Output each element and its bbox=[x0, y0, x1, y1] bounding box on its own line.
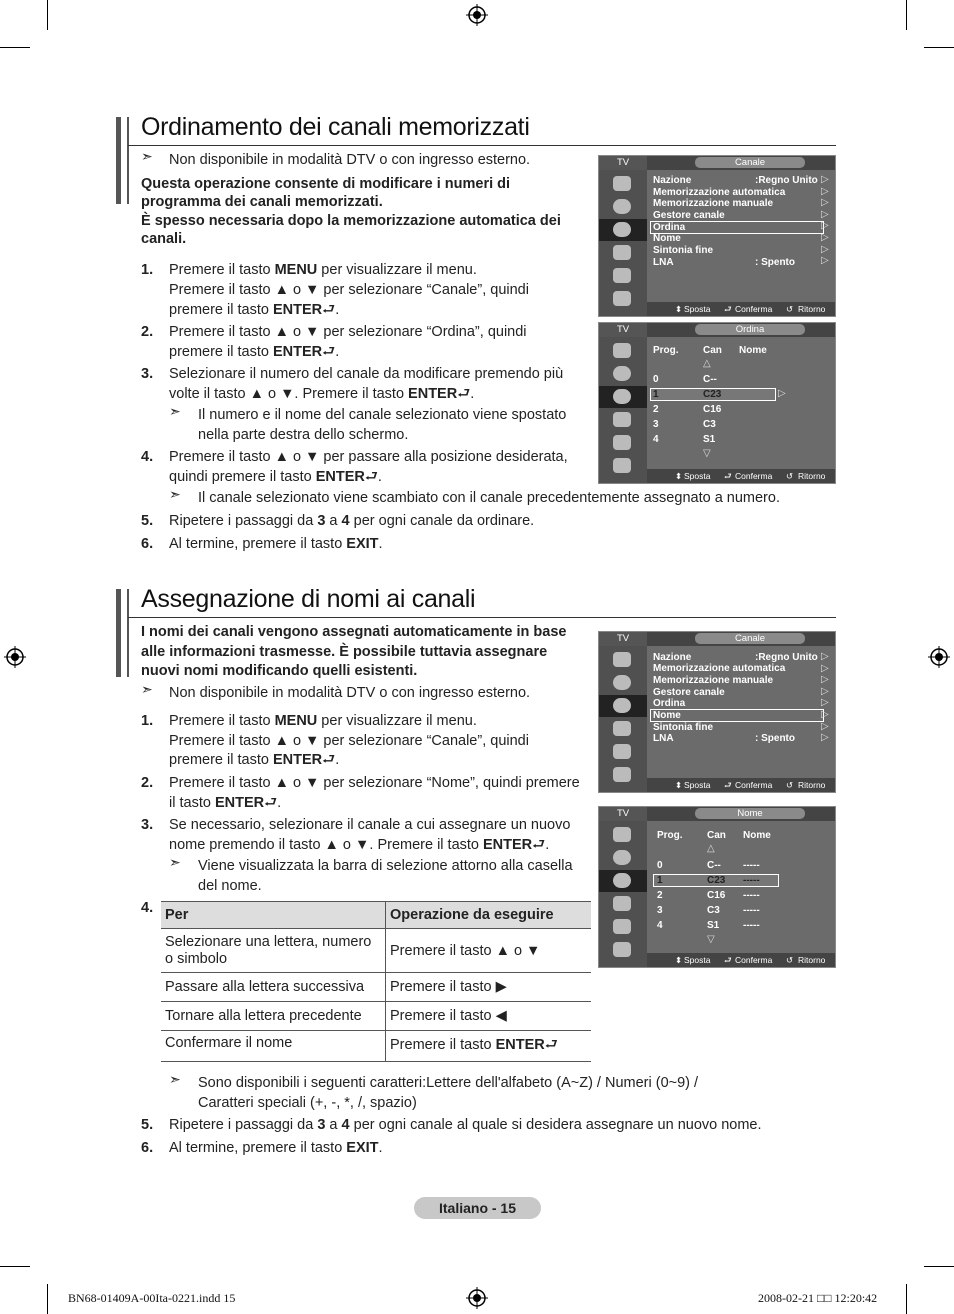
registration-mark-icon bbox=[466, 4, 488, 26]
table-header: Per bbox=[161, 902, 386, 929]
menu-item[interactable]: LNA bbox=[653, 733, 674, 744]
intro-text: nuovi nomi modificando quelli esistenti. bbox=[141, 663, 418, 679]
return-icon: ↺ bbox=[786, 304, 794, 314]
list-item[interactable]: 4 bbox=[653, 434, 659, 445]
list-item[interactable]: C3 bbox=[703, 419, 716, 430]
note-arrow-icon: ➣ bbox=[169, 486, 181, 502]
tv-label: TV bbox=[617, 157, 630, 168]
input-icon bbox=[599, 916, 647, 938]
list-item[interactable]: C-- bbox=[707, 860, 721, 871]
table-cell: Premere il tasto ENTER⮐ bbox=[386, 1031, 592, 1062]
channel-icon bbox=[599, 695, 647, 717]
step-number: 3. bbox=[141, 366, 154, 382]
intro-text: Questa operazione consente di modificare i numeri di bbox=[141, 176, 511, 192]
picture-icon bbox=[599, 340, 647, 362]
step-text: premere il tasto ENTER⮐. bbox=[169, 344, 340, 360]
right-arrow-icon: ▷ bbox=[778, 388, 786, 399]
setup-icon bbox=[599, 409, 647, 431]
enter-icon: ⮐ bbox=[724, 471, 732, 481]
note-text: Il canale selezionato viene scambiato con il canale precedentemente assegnato a numero. bbox=[198, 490, 780, 506]
column-header: Nome bbox=[739, 345, 767, 356]
note-text: Sono disponibili i seguenti caratteri:Lettere dell'alfabeto (A~Z) / Numeri (0~9) / bbox=[198, 1075, 699, 1091]
step-text: Ripetere i passaggi da 3 a 4 per ogni canale da ordinare. bbox=[169, 513, 535, 529]
step-number: 5. bbox=[141, 1117, 154, 1133]
step-text: Premere il tasto ▲ o ▼ per selezionare “Nome”, quindi premere bbox=[169, 775, 580, 791]
table-cell: Premere il tasto ▲ o ▼ bbox=[386, 929, 592, 973]
setup-icon bbox=[599, 893, 647, 915]
menu-main bbox=[647, 821, 835, 953]
right-arrow-icon: ▷ ▷ ▷ ▷ ▷ ▷ ▷ ▷ bbox=[821, 174, 829, 267]
return-icon: ↺ bbox=[786, 780, 794, 790]
step-number: 2. bbox=[141, 324, 154, 340]
table-cell: Passare alla lettera successiva bbox=[161, 973, 386, 1002]
footer-label: Ritorno bbox=[798, 780, 826, 790]
setup-icon bbox=[599, 242, 647, 264]
menu-item-value: :Regno Unito bbox=[755, 175, 818, 186]
enter-icon: ⮐ bbox=[457, 386, 471, 402]
menu-item[interactable]: Nazione bbox=[653, 175, 692, 186]
menu-title: Canale bbox=[695, 633, 805, 644]
intro-text: È spesso necessaria dopo la memorizzazione automatica dei bbox=[141, 213, 561, 229]
menu-item-selected[interactable]: Nome bbox=[650, 709, 824, 722]
menu-item[interactable]: Memorizzazione manuale bbox=[653, 675, 774, 686]
step-text: Premere il tasto ▲ o ▼ per selezionare “Canale”, quindi bbox=[169, 733, 529, 749]
picture-icon bbox=[599, 649, 647, 671]
menu-item[interactable]: Nazione bbox=[653, 652, 692, 663]
enter-icon: ⮐ bbox=[322, 344, 336, 360]
move-icon: ⬍ bbox=[675, 780, 683, 790]
column-header: Can bbox=[703, 345, 722, 356]
support-icon bbox=[599, 764, 647, 786]
move-icon: ⬍ bbox=[675, 471, 683, 481]
tv-label: TV bbox=[617, 324, 630, 335]
menu-sidebar bbox=[599, 337, 647, 483]
list-item[interactable]: ----- bbox=[743, 905, 760, 916]
list-item-selected[interactable]: C23 bbox=[707, 875, 726, 886]
footer-file-info: BN68-01409A-00Ita-0221.indd 15 bbox=[68, 1291, 236, 1305]
support-icon bbox=[599, 939, 647, 961]
crop-mark bbox=[0, 47, 30, 48]
table-cell: Tornare alla lettera precedente bbox=[161, 1002, 386, 1031]
down-arrow-icon: ▽ bbox=[707, 934, 715, 945]
menu-title: Nome bbox=[695, 808, 805, 819]
crop-mark bbox=[47, 0, 48, 30]
note-arrow-icon: ➣ bbox=[141, 681, 153, 697]
up-arrow-icon: △ bbox=[707, 843, 715, 854]
list-item[interactable]: 0 bbox=[653, 374, 659, 385]
support-icon bbox=[599, 288, 647, 310]
table-cell: Premere il tasto ▶ bbox=[386, 973, 592, 1002]
step-text: Se necessario, selezionare il canale a cui assegnare un nuovo bbox=[169, 817, 571, 833]
section-bar bbox=[127, 117, 129, 204]
menu-item[interactable]: LNA bbox=[653, 257, 674, 268]
picture-icon bbox=[599, 824, 647, 846]
channel-icon bbox=[599, 870, 647, 892]
menu-item-selected[interactable]: Ordina bbox=[650, 221, 824, 234]
right-arrow-icon: ▷ ▷ ▷ ▷ ▷ ▷ ▷ ▷ bbox=[821, 651, 829, 744]
sound-icon bbox=[599, 363, 647, 385]
list-item[interactable]: 4 bbox=[657, 920, 663, 931]
section-bar bbox=[116, 589, 121, 677]
section-bar bbox=[127, 589, 129, 677]
setup-icon bbox=[599, 718, 647, 740]
menu-item[interactable]: Sintonia fine bbox=[653, 722, 713, 733]
menu-item[interactable]: Gestore canale bbox=[653, 687, 725, 698]
list-item-selected[interactable]: 1 bbox=[657, 875, 663, 886]
menu-titlebar bbox=[647, 323, 835, 337]
enter-icon: ⮐ bbox=[322, 752, 336, 768]
tv-menu-ordina bbox=[598, 322, 836, 484]
note-arrow-icon: ➣ bbox=[169, 403, 181, 419]
section-bar bbox=[116, 117, 121, 204]
crop-mark bbox=[924, 1266, 954, 1267]
step-text: volte il tasto ▲ o ▼. Premere il tasto ENTER⮐. bbox=[169, 386, 475, 402]
footer-label: Sposta bbox=[684, 471, 711, 481]
list-item[interactable]: S1 bbox=[707, 920, 720, 931]
note-arrow-icon: ➣ bbox=[169, 854, 181, 870]
table-row bbox=[161, 929, 591, 973]
crop-mark bbox=[47, 1284, 48, 1314]
table-cell: Selezionare una lettera, numero o simbolo bbox=[161, 929, 386, 973]
step-number: 1. bbox=[141, 262, 154, 278]
list-item[interactable]: C-- bbox=[703, 374, 717, 385]
menu-item[interactable]: Nome bbox=[653, 233, 681, 244]
step-number: 6. bbox=[141, 536, 154, 552]
column-header: Prog. bbox=[657, 830, 683, 841]
note-text: Non disponibile in modalità DTV o con ingresso esterno. bbox=[169, 685, 531, 701]
footer-label: Conferma bbox=[735, 304, 773, 314]
step-text: quindi premere il tasto ENTER⮐. bbox=[169, 469, 382, 485]
list-item[interactable]: 2 bbox=[657, 890, 663, 901]
table-header: Operazione da eseguire bbox=[386, 902, 592, 929]
step-number: 1. bbox=[141, 713, 154, 729]
step-text: Premere il tasto MENU per visualizzare il menu. bbox=[169, 713, 477, 729]
crop-mark bbox=[0, 1266, 30, 1267]
table-row bbox=[161, 973, 591, 1002]
footer-label: Conferma bbox=[735, 471, 773, 481]
menu-main bbox=[647, 646, 835, 778]
menu-item[interactable]: Gestore canale bbox=[653, 210, 725, 221]
menu-item[interactable]: Memorizzazione automatica bbox=[653, 187, 786, 198]
step-text: Premere il tasto MENU per visualizzare il menu. bbox=[169, 262, 477, 278]
list-item[interactable]: ----- bbox=[743, 860, 760, 871]
up-arrow-icon: △ bbox=[703, 358, 711, 369]
list-item[interactable]: ----- bbox=[743, 920, 760, 931]
tv-label: TV bbox=[617, 808, 630, 819]
enter-icon: ⮐ bbox=[364, 469, 378, 485]
section-underline bbox=[128, 145, 836, 146]
step-text: Al termine, premere il tasto EXIT. bbox=[169, 536, 383, 552]
note-text: del nome. bbox=[198, 878, 262, 894]
list-item-selected[interactable]: C23 bbox=[703, 389, 722, 400]
list-item[interactable]: C3 bbox=[707, 905, 720, 916]
menu-item[interactable]: Sintonia fine bbox=[653, 245, 713, 256]
column-header: Nome bbox=[743, 830, 771, 841]
menu-footer bbox=[647, 469, 835, 483]
list-item[interactable]: 2 bbox=[653, 404, 659, 415]
list-item[interactable]: S1 bbox=[703, 434, 716, 445]
table-cell: Confermare il nome bbox=[161, 1031, 386, 1062]
menu-sidebar bbox=[599, 646, 647, 792]
channel-icon bbox=[599, 386, 647, 408]
enter-icon: ⮐ bbox=[532, 837, 546, 853]
step-text: Ripetere i passaggi da 3 a 4 per ogni canale al quale si desidera assegnare un nuovo nome. bbox=[169, 1117, 762, 1133]
list-item-selected[interactable]: ----- bbox=[743, 875, 760, 886]
note-text: Non disponibile in modalità DTV o con ingresso esterno. bbox=[169, 152, 531, 168]
note-arrow-icon: ➣ bbox=[169, 1071, 181, 1087]
operations-table bbox=[161, 901, 591, 1062]
menu-sidebar bbox=[599, 821, 647, 967]
footer-label: Sposta bbox=[684, 304, 711, 314]
crop-mark bbox=[906, 1284, 907, 1314]
footer-label: Sposta bbox=[684, 780, 711, 790]
registration-mark-icon bbox=[466, 1287, 488, 1309]
menu-titlebar bbox=[647, 156, 835, 170]
section-title: Assegnazione di nomi ai canali bbox=[141, 585, 476, 613]
menu-footer bbox=[647, 778, 835, 792]
tv-menu-canale bbox=[598, 155, 836, 317]
menu-main bbox=[647, 170, 835, 302]
menu-footer bbox=[647, 302, 835, 316]
list-item[interactable]: 3 bbox=[657, 905, 663, 916]
menu-footer bbox=[647, 953, 835, 967]
footer-label: Ritorno bbox=[798, 955, 826, 965]
tv-menu-canale bbox=[598, 631, 836, 793]
menu-main bbox=[647, 337, 835, 469]
menu-title: Ordina bbox=[695, 324, 805, 335]
down-arrow-icon: ▽ bbox=[703, 448, 711, 459]
table-row bbox=[161, 1002, 591, 1031]
input-icon bbox=[599, 741, 647, 763]
step-text: Premere il tasto ▲ o ▼ per selezionare “Canale”, quindi bbox=[169, 282, 529, 298]
step-text: Premere il tasto ▲ o ▼ per passare alla posizione desiderata, bbox=[169, 449, 568, 465]
menu-item[interactable]: Memorizzazione manuale bbox=[653, 198, 774, 209]
list-item[interactable]: ----- bbox=[743, 890, 760, 901]
column-header: Can bbox=[707, 830, 726, 841]
intro-text: alle informazioni trasmesse. È possibile tuttavia assegnare bbox=[141, 644, 548, 660]
crop-mark bbox=[906, 0, 907, 30]
menu-sidebar bbox=[599, 170, 647, 316]
table-cell: Premere il tasto ◀ bbox=[386, 1002, 592, 1031]
footer-label: Ritorno bbox=[798, 304, 826, 314]
step-number: 4. bbox=[141, 900, 154, 916]
enter-icon: ⮐ bbox=[322, 302, 336, 318]
menu-item[interactable]: Ordina bbox=[653, 698, 686, 709]
enter-icon: ⮐ bbox=[724, 780, 732, 790]
menu-titlebar bbox=[647, 807, 835, 821]
footer-label: Ritorno bbox=[798, 471, 826, 481]
table-row bbox=[161, 1031, 591, 1062]
sound-icon bbox=[599, 196, 647, 218]
support-icon bbox=[599, 455, 647, 477]
step-text: nome premendo il tasto ▲ o ▼. Premere il tasto ENTER⮐. bbox=[169, 837, 550, 853]
step-text: Al termine, premere il tasto EXIT. bbox=[169, 1140, 383, 1156]
input-icon bbox=[599, 432, 647, 454]
menu-item-value: : Spento bbox=[755, 257, 795, 268]
step-text: premere il tasto ENTER⮐. bbox=[169, 302, 340, 318]
input-icon bbox=[599, 265, 647, 287]
list-item[interactable]: C16 bbox=[707, 890, 726, 901]
section-title: Ordinamento dei canali memorizzati bbox=[141, 113, 530, 141]
intro-text: programma dei canali memorizzati. bbox=[141, 194, 383, 210]
note-arrow-icon: ➣ bbox=[141, 148, 153, 164]
channel-icon bbox=[599, 219, 647, 241]
step-text: premere il tasto ENTER⮐. bbox=[169, 752, 340, 768]
tv-menu-nome bbox=[598, 806, 836, 968]
sound-icon bbox=[599, 672, 647, 694]
intro-text: I nomi dei canali vengono assegnati automaticamente in base bbox=[141, 624, 567, 640]
registration-mark-icon bbox=[928, 646, 950, 668]
menu-title: Canale bbox=[695, 157, 805, 168]
enter-icon: ⮐ bbox=[724, 304, 732, 314]
sound-icon bbox=[599, 847, 647, 869]
footer-label: Conferma bbox=[735, 780, 773, 790]
menu-item-value: : Spento bbox=[755, 733, 795, 744]
picture-icon bbox=[599, 173, 647, 195]
menu-titlebar bbox=[647, 632, 835, 646]
step-text: Premere il tasto ▲ o ▼ per selezionare “Ordina”, quindi bbox=[169, 324, 527, 340]
enter-icon: ⮐ bbox=[544, 1036, 558, 1053]
note-text: Il numero e il nome del canale selezionato viene spostato bbox=[198, 407, 567, 423]
menu-item[interactable]: Memorizzazione automatica bbox=[653, 663, 786, 674]
enter-icon: ⮐ bbox=[724, 955, 732, 965]
menu-item-value: :Regno Unito bbox=[755, 652, 818, 663]
return-icon: ↺ bbox=[786, 955, 794, 965]
footer-label: Sposta bbox=[684, 955, 711, 965]
step-number: 5. bbox=[141, 513, 154, 529]
column-header: Prog. bbox=[653, 345, 679, 356]
list-item[interactable]: 0 bbox=[657, 860, 663, 871]
list-item-selected[interactable]: 1 bbox=[653, 389, 659, 400]
note-text: nella parte destra dello schermo. bbox=[198, 427, 409, 443]
return-icon: ↺ bbox=[786, 471, 794, 481]
step-number: 4. bbox=[141, 449, 154, 465]
move-icon: ⬍ bbox=[675, 955, 683, 965]
step-number: 3. bbox=[141, 817, 154, 833]
page-number-badge: Italiano - 15 bbox=[414, 1197, 541, 1219]
note-text: Viene visualizzata la barra di selezione attorno alla casella bbox=[198, 858, 573, 874]
move-icon: ⬍ bbox=[675, 304, 683, 314]
step-text: il tasto ENTER⮐. bbox=[169, 795, 282, 811]
step-number: 6. bbox=[141, 1140, 154, 1156]
crop-mark bbox=[924, 47, 954, 48]
footer-date-info: 2008-02-21 □□ 12:20:42 bbox=[758, 1291, 878, 1305]
note-text: Caratteri speciali (+, -, *, /, spazio) bbox=[198, 1095, 417, 1111]
enter-icon: ⮐ bbox=[264, 795, 278, 811]
footer-label: Conferma bbox=[735, 955, 773, 965]
list-item[interactable]: 3 bbox=[653, 419, 659, 430]
tv-label: TV bbox=[617, 633, 630, 644]
step-text: Selezionare il numero del canale da modificare premendo più bbox=[169, 366, 564, 382]
intro-text: canali. bbox=[141, 231, 187, 247]
registration-mark-icon bbox=[4, 646, 26, 668]
step-number: 2. bbox=[141, 775, 154, 791]
list-item[interactable]: C16 bbox=[703, 404, 722, 415]
section-underline bbox=[128, 617, 836, 618]
